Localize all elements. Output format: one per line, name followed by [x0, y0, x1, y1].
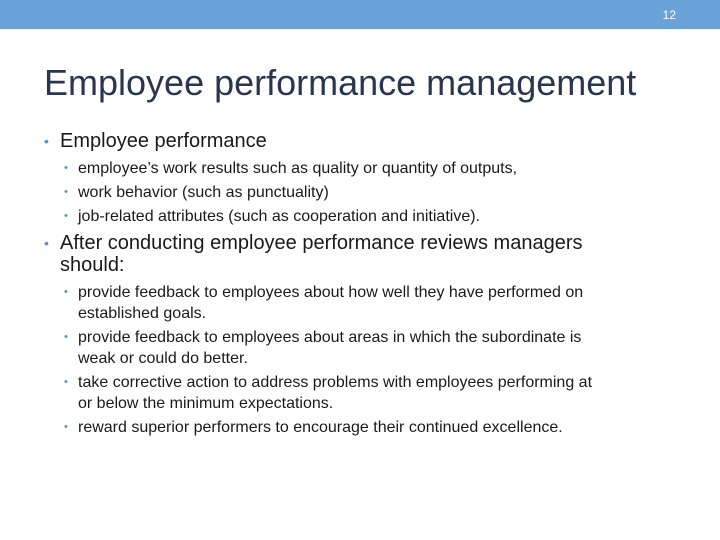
bullet-text: After conducting employee performance reviews managers should: [60, 232, 583, 276]
sub-bullet-item [64, 372, 594, 414]
slide-content [44, 130, 684, 441]
bullet-group-2 [44, 232, 684, 438]
sub-bullet-icon: • [64, 331, 68, 343]
slide-title: Employee performance management [44, 62, 637, 103]
bullet-item [44, 130, 684, 152]
bullet-icon: • [44, 235, 49, 251]
bullet-icon: • [44, 133, 49, 149]
sub-bullet-text: work behavior (such as punctuality) [78, 184, 329, 201]
sub-bullet-item [64, 417, 594, 438]
sub-bullet-item [64, 158, 684, 179]
sub-bullet-icon: • [64, 376, 68, 388]
sub-bullet-text: employee’s work results such as quality or quantity of outputs, [78, 160, 518, 177]
sub-bullet-icon: • [64, 421, 68, 433]
sub-bullet-list [64, 158, 684, 227]
sub-bullet-item [64, 206, 684, 227]
sub-bullet-item [64, 182, 684, 203]
sub-bullet-text: job-related attributes (such as cooperation and initiative). [78, 208, 480, 225]
slide-number: 12 [662, 8, 676, 22]
bullet-item [44, 232, 600, 276]
sub-bullet-icon: • [64, 210, 68, 222]
sub-bullet-item [64, 282, 594, 324]
sub-bullet-icon: • [64, 286, 68, 298]
sub-bullet-text: reward superior performers to encourage their continued excellence. [78, 419, 563, 436]
bullet-text: Employee performance [60, 130, 267, 152]
sub-bullet-icon: • [64, 186, 68, 198]
sub-bullet-item [64, 327, 594, 369]
bullet-group-1 [44, 130, 684, 227]
header-bar [0, 0, 720, 29]
sub-bullet-list [64, 282, 594, 438]
sub-bullet-text: provide feedback to employees about areas in which the subordinate is weak or could do better. [78, 329, 582, 367]
sub-bullet-text: provide feedback to employees about how well they have performed on established goals. [78, 284, 584, 322]
sub-bullet-icon: • [64, 162, 68, 174]
sub-bullet-text: take corrective action to address problems with employees performing at or below the minimum expectations. [78, 374, 593, 412]
